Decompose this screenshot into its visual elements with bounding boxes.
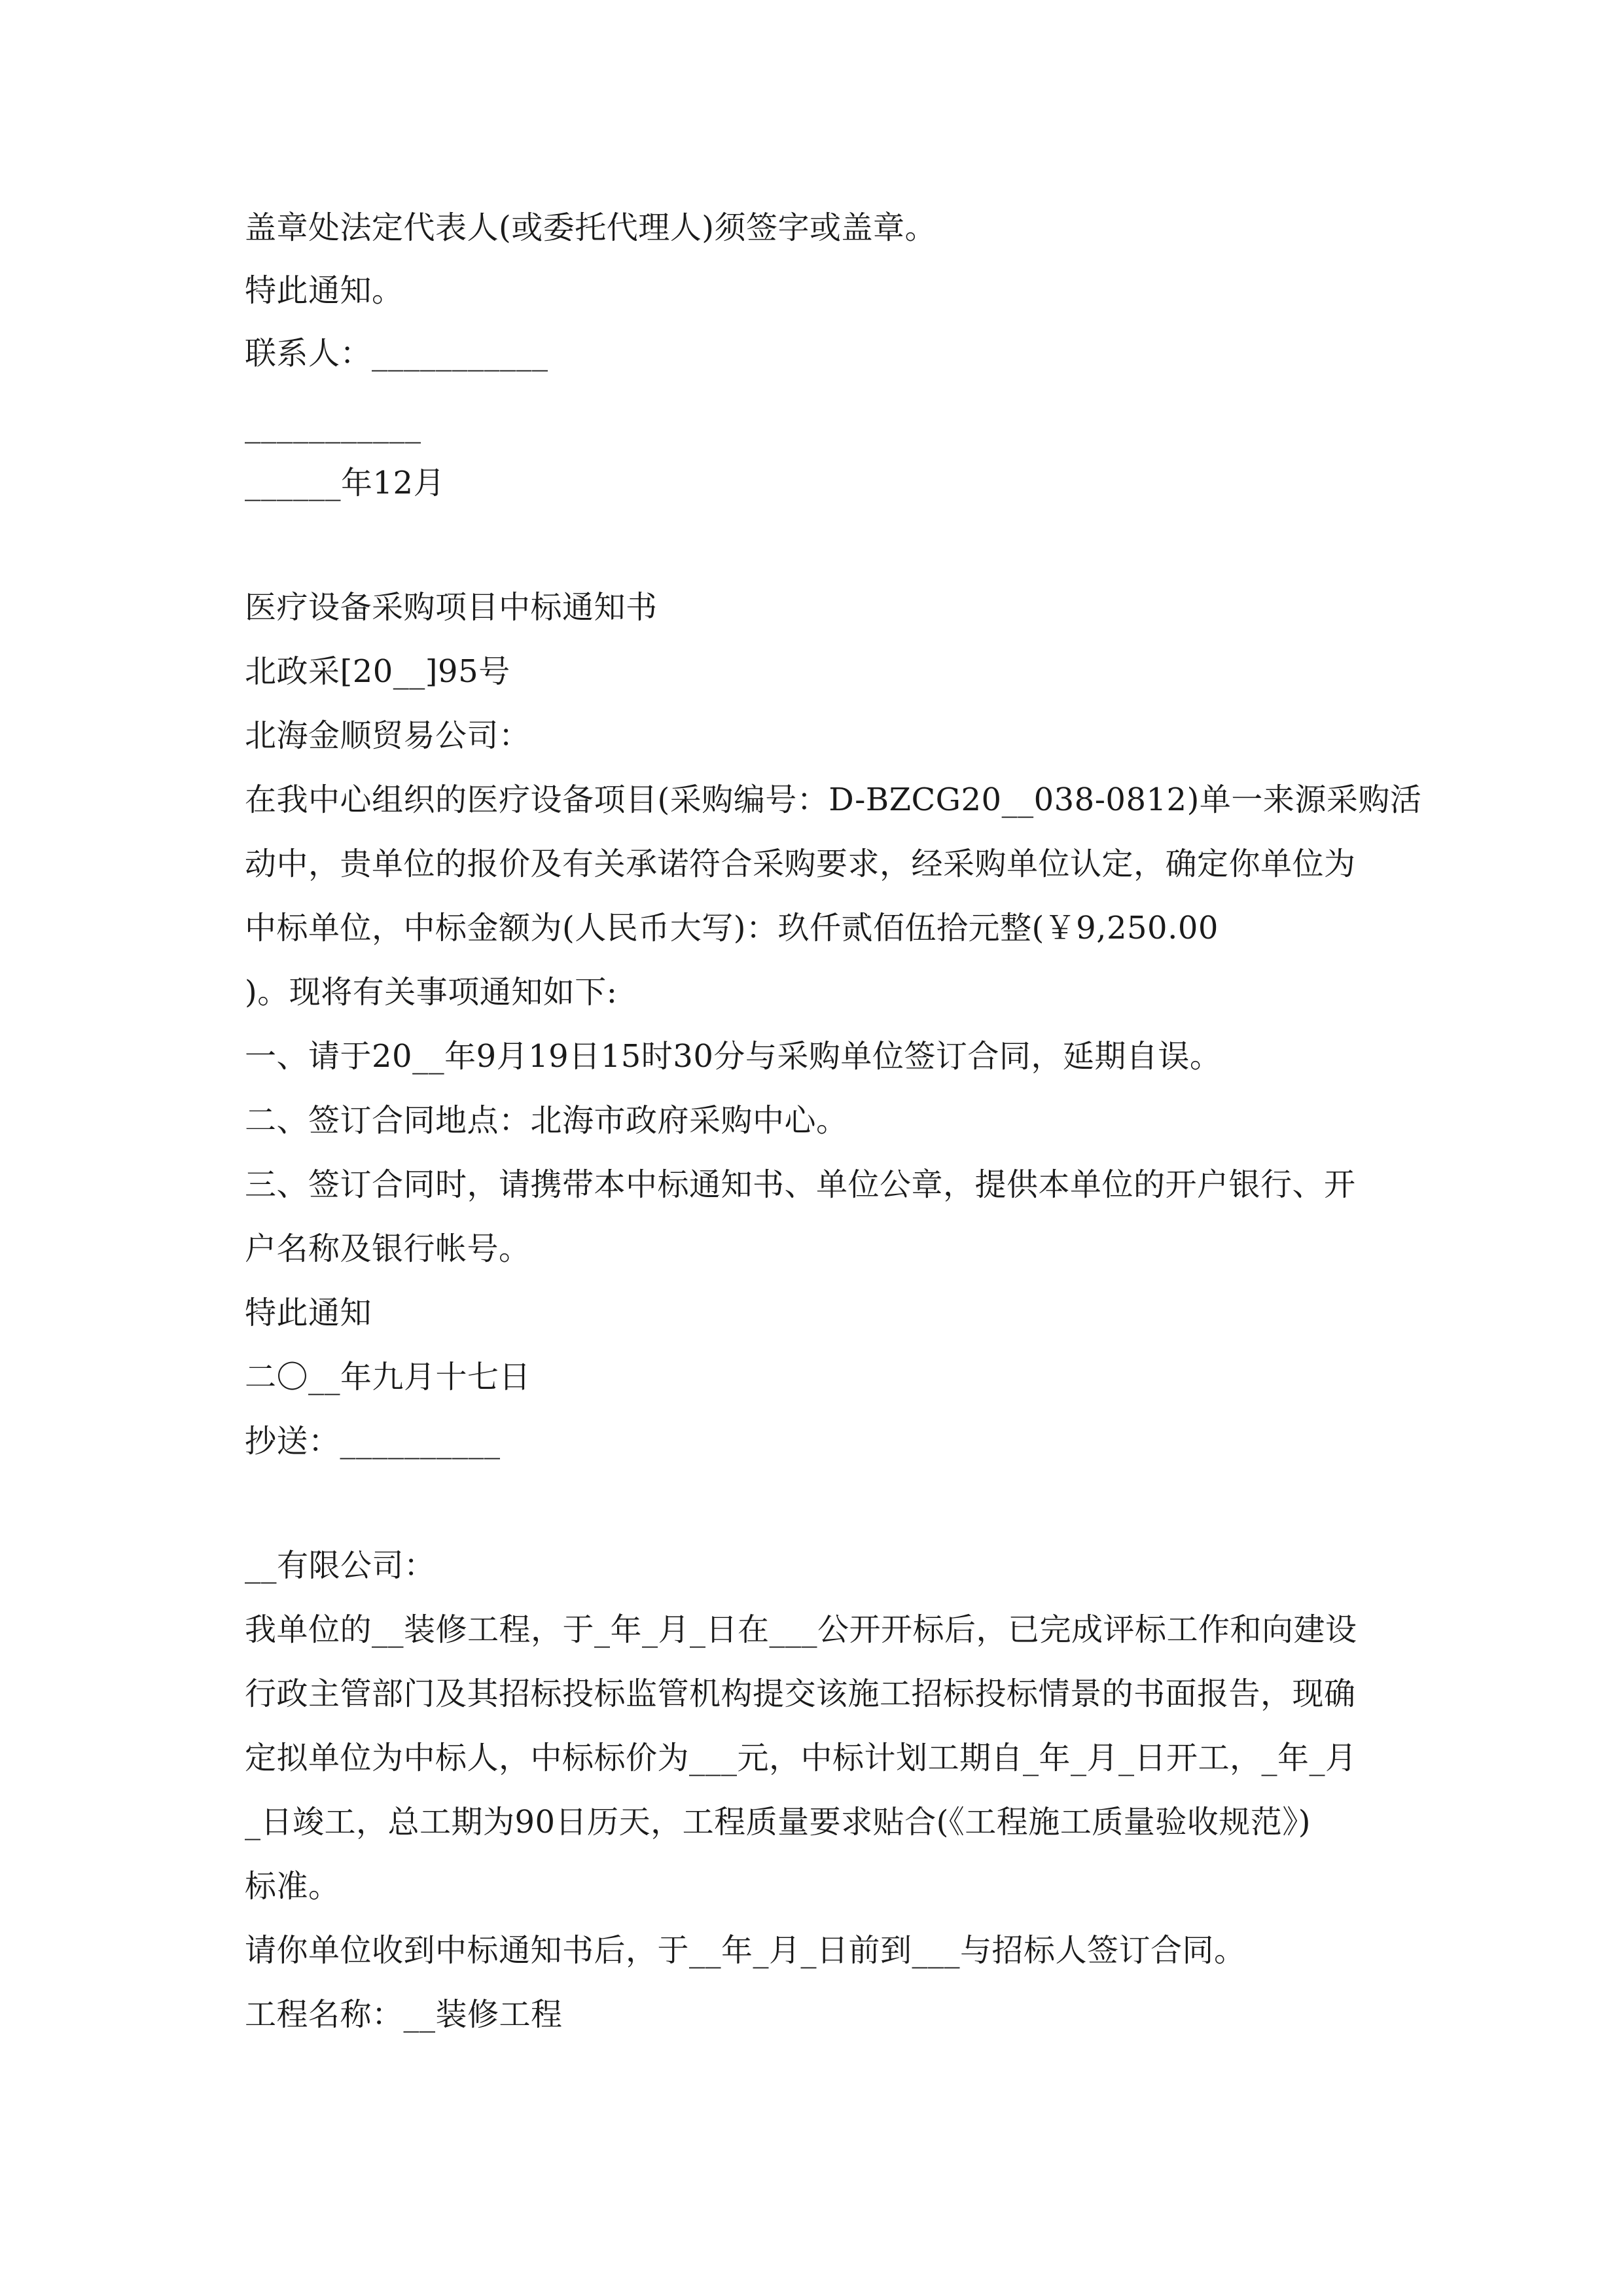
date-line: ______年12月: [245, 465, 446, 501]
notice-date: 二〇__年九月十七日: [245, 1359, 531, 1395]
notice-item-2: 二、签订合同地点：北海市政府采购中心。: [245, 1102, 848, 1139]
notice-body-line: )。现将有关事项通知如下:: [245, 974, 618, 1011]
notice-item-3-continued: 户名称及银行帐号。: [245, 1230, 531, 1267]
award-body-line: 定拟单位为中标人，中标标价为___元，中标计划工期自_年_月_日开工，_年_月: [245, 1740, 1357, 1776]
contract-instruction: 请你单位收到中标通知书后，于__年_月_日前到___与招标人签订合同。: [245, 1932, 1246, 1969]
recipient-company: __有限公司：: [245, 1547, 436, 1584]
carbon-copy-line: 抄送：__________: [245, 1423, 501, 1460]
closing-text: 特此通知。: [245, 272, 404, 309]
seal-signature-note: 盖章处法定代表人(或委托代理人)须签字或盖章。: [245, 209, 936, 246]
award-body-line: _日竣工，总工期为90日历天，工程质量要求贴合(《工程施工质量验收规范》): [245, 1804, 1311, 1840]
award-body-line: 我单位的__装修工程，于_年_月_日在___公开开标后，已完成评标工作和向建设: [245, 1611, 1357, 1648]
notice-item-1: 一、请于20__年9月19日15时30分与采购单位签订合同，延期自误。: [245, 1038, 1222, 1075]
closing-text: 特此通知: [245, 1295, 372, 1331]
notice-item-3: 三、签订合同时，请携带本中标通知书、单位公章，提供本单位的开户银行、开: [245, 1166, 1356, 1203]
document-number: 北政采[20__]95号: [245, 653, 510, 690]
notice-body-line: 中标单位，中标金额为(人民币大写)：玖仟贰佰伍拾元整(￥9,250.00: [245, 910, 1219, 946]
blank-signature-line: ___________: [245, 407, 421, 444]
contact-person-line: 联系人：___________: [245, 335, 548, 372]
project-name: 工程名称：__装修工程: [245, 1996, 563, 2033]
notice-body-line: 在我中心组织的医疗设备项目(采购编号：D-BZCG20__038-0812)单一来源采购活: [245, 781, 1422, 818]
notice-body-line: 动中，贵单位的报价及有关承诺符合采购要求，经采购单位认定，确定你单位为: [245, 846, 1356, 882]
award-body-line: 标准。: [245, 1868, 340, 1905]
recipient-company: 北海金顺贸易公司：: [245, 717, 531, 754]
notice-title: 医疗设备采购项目中标通知书: [245, 589, 658, 626]
award-body-line: 行政主管部门及其招标投标监管机构提交该施工招标投标情景的书面报告，现确: [245, 1676, 1356, 1712]
